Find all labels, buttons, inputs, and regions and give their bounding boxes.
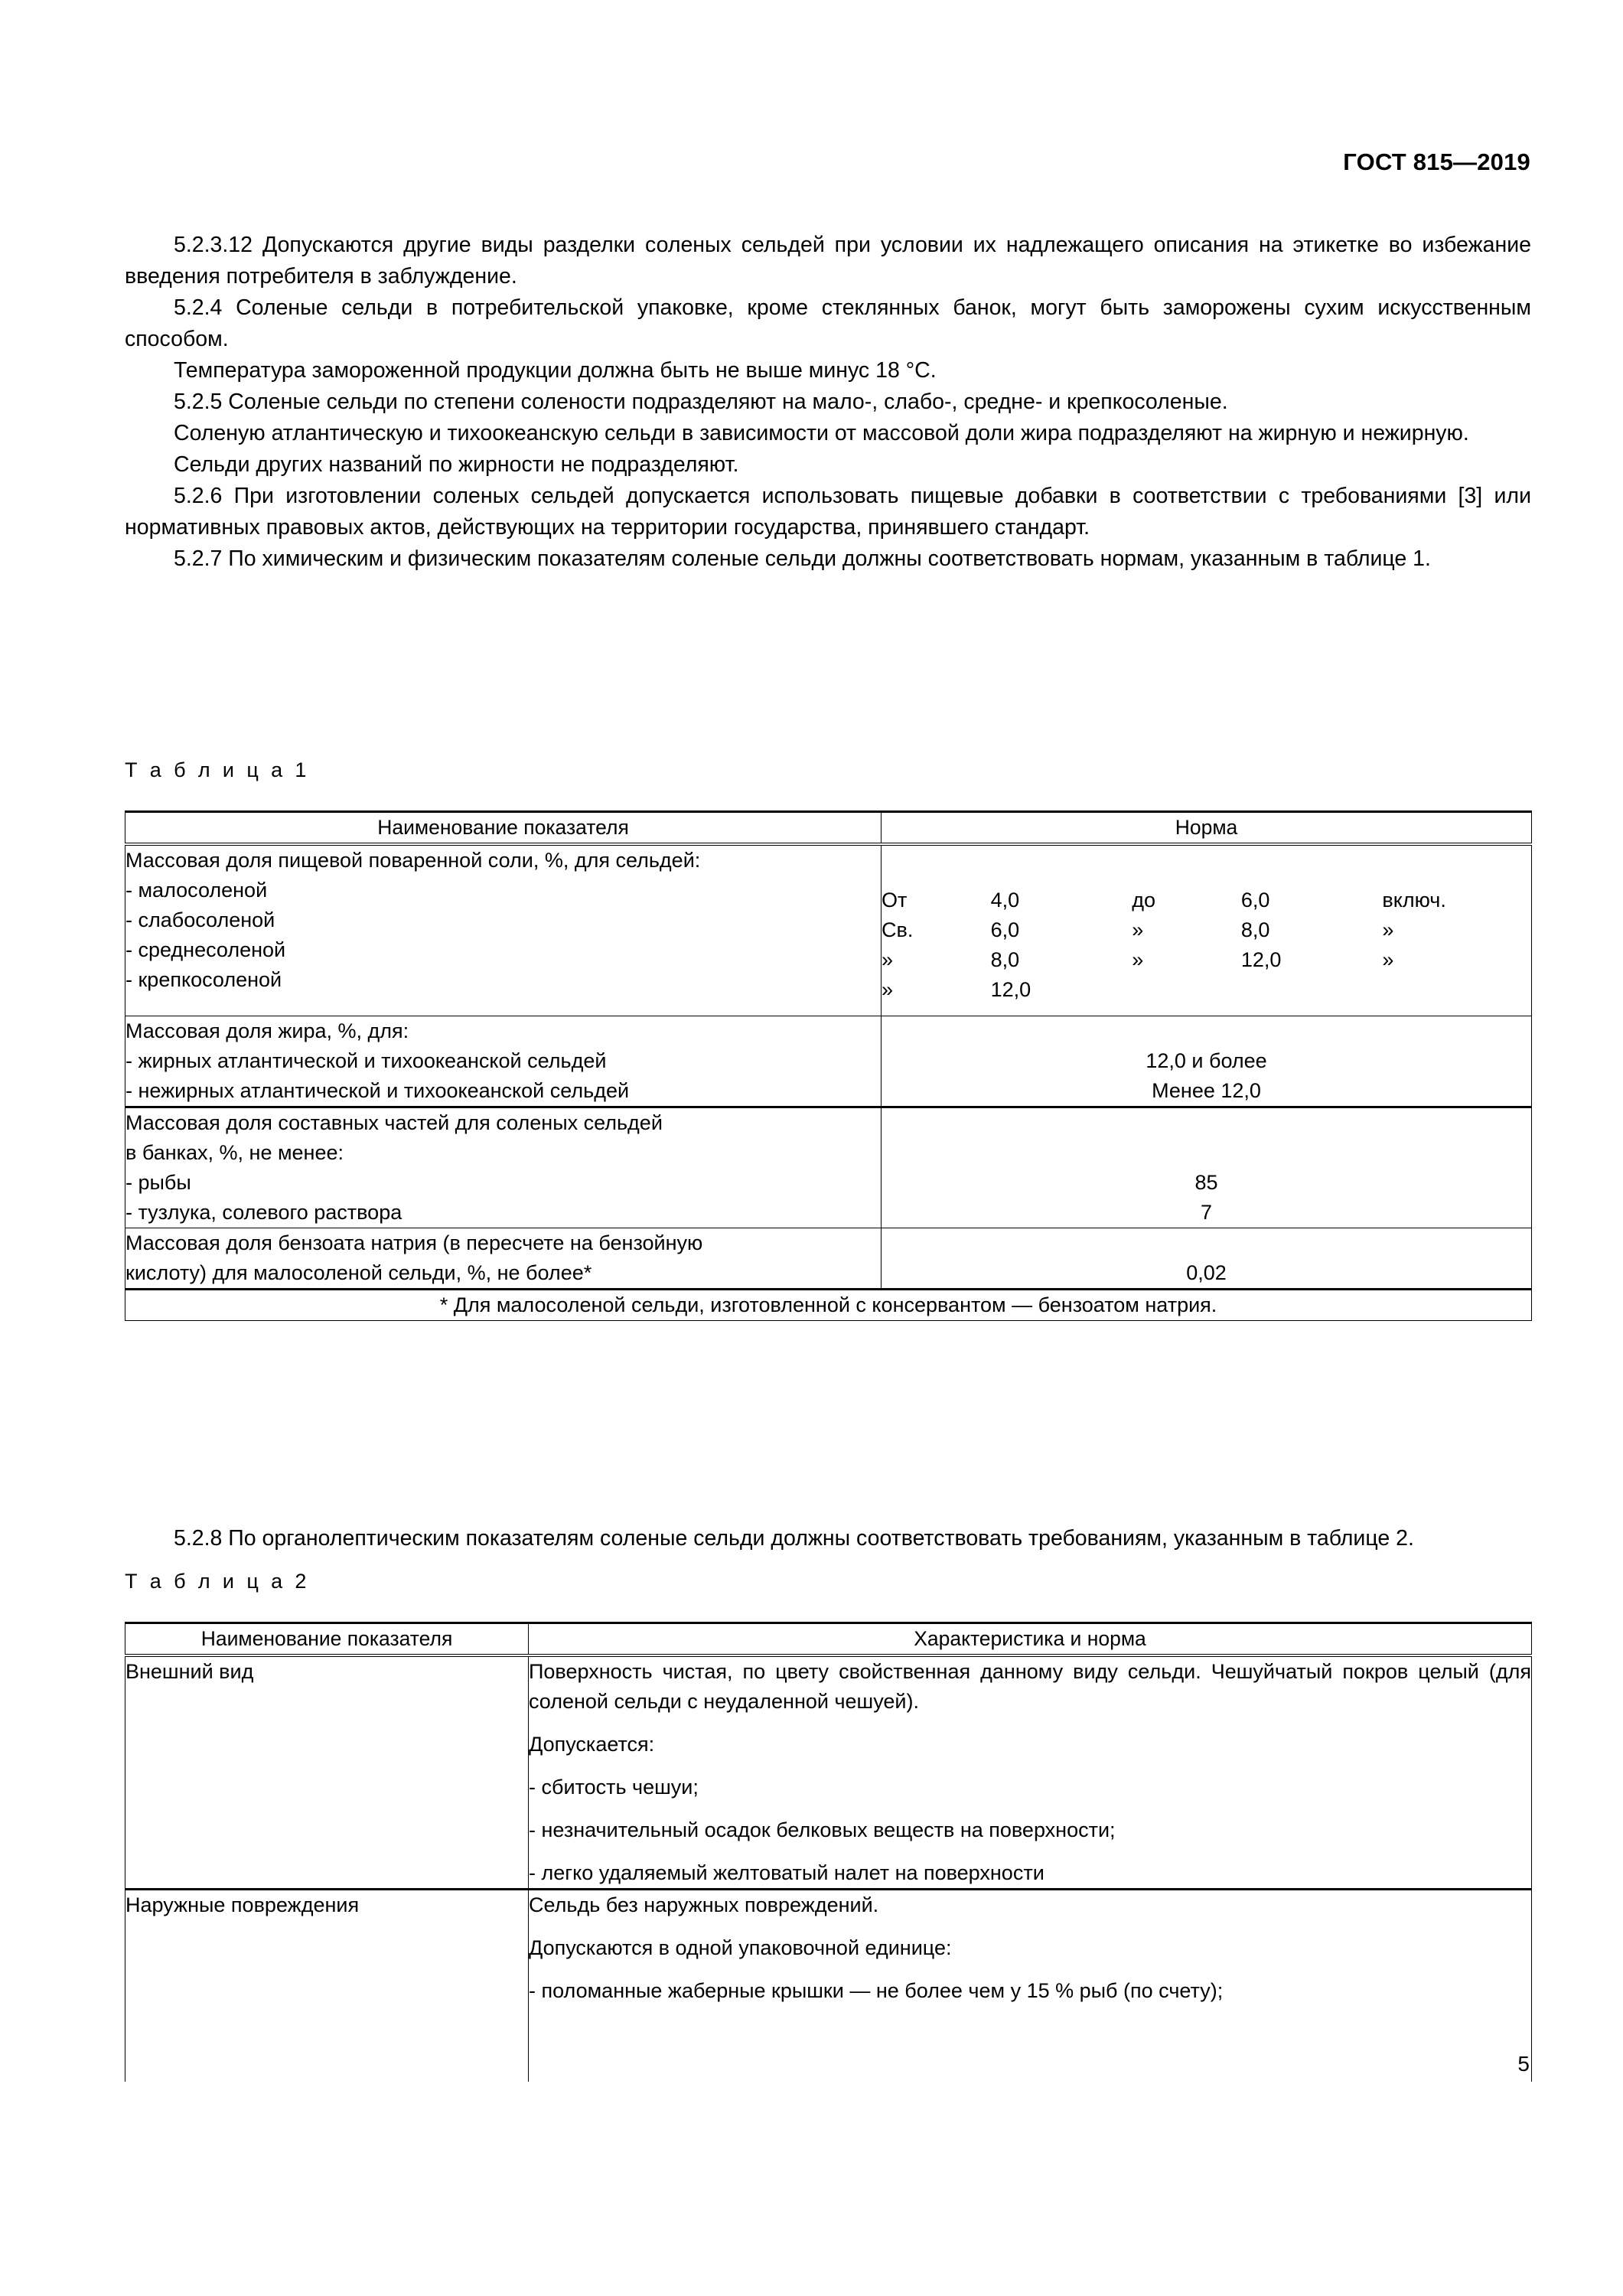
ng-2-1: 6,0 xyxy=(990,918,1020,941)
ng-3-4: » xyxy=(1382,948,1394,971)
table1-caption: Т а б л и ц а 1 xyxy=(125,758,310,781)
table1-r1-line3: - среднесоленой xyxy=(125,938,286,961)
table2-header-row xyxy=(125,1623,1532,1656)
ng-1-4: включ. xyxy=(1382,889,1446,912)
ng-1-0: От xyxy=(882,889,908,912)
table1-header-indicator: Наименование показателя xyxy=(125,812,882,845)
table2-container xyxy=(125,1622,1532,2082)
table2-r2-characteristic xyxy=(529,1890,1532,2082)
table1-r1-line0: Массовая доля пищевой поваренной соли, %, для сельдей: xyxy=(125,849,701,872)
table2-r2-line1: Допускаются в одной упаковочной единице: xyxy=(529,1936,952,1959)
table1-r3-norm2: 85 xyxy=(1194,1171,1218,1194)
paragraph-fat-division: Соленую атлантическую и тихоокеанскую сельди в зависимости от массовой доли жира подразделяют на жирную и нежирную. xyxy=(174,421,1469,445)
table2-r1-line3: - незначительный осадок белковых веществ на поверхности; xyxy=(529,1818,1116,1841)
table1-r4-norm0 xyxy=(882,1228,1531,1258)
table1-r3-norm3: 7 xyxy=(1200,1201,1213,1224)
table2-r2-name: Наружные повреждения xyxy=(125,1890,529,2082)
table1-footnote-row xyxy=(125,1290,1532,1321)
page-number: 5 xyxy=(1517,2052,1530,2076)
paragraph-other-names: Сельди других названий по жирности не подразделяют. xyxy=(174,452,739,477)
table2-r1-line2: - сбитость чешуи; xyxy=(529,1776,699,1799)
table2-r1-name: Внешний вид xyxy=(125,1655,529,1890)
paragraph-5-2-4: 5.2.4 Соленые сельди в потребительской упаковке, кроме стеклянных банок, могут быть заморожены сухим искусственным способом. xyxy=(125,295,1531,351)
table1-r4-norm1: 0,02 xyxy=(1186,1261,1227,1284)
ng-2-0: Св. xyxy=(882,918,914,941)
ng-3-0: » xyxy=(882,948,894,971)
table1-norm-grid xyxy=(882,856,1524,1005)
table1-r4-norm xyxy=(882,1228,1532,1290)
body-text xyxy=(125,230,1531,575)
norm-grid-row xyxy=(882,945,1524,975)
paragraph-5-2-6: 5.2.6 При изготовлении соленых сельдей допускается использовать пищевые добавки в соответствии с требованиями [3] или нормативных правовых актов, действующих на территории государства, принявшего стандарт. xyxy=(125,484,1531,540)
paragraph-5-2-7: 5.2.7 По химическим и физическим показателям соленые сельди должны соответствовать нормам, указанным в таблице 1. xyxy=(174,546,1431,571)
ng-2-2: » xyxy=(1132,918,1144,941)
table-row xyxy=(125,1016,1532,1107)
table2-r1-line4: - легко удаляемый желтоватый налет на поверхности xyxy=(529,1861,1045,1884)
ng-0-4 xyxy=(1382,856,1524,885)
norm-grid-row xyxy=(882,915,1524,945)
ng-0-2 xyxy=(1132,856,1241,885)
ng-3-3: 12,0 xyxy=(1240,948,1282,971)
table1-r1-indicator xyxy=(125,844,882,1016)
table1-r2-norm2: Менее 12,0 xyxy=(1152,1079,1261,1102)
ng-3-1: 8,0 xyxy=(990,948,1020,971)
table1-r1-line1: - малосоленой xyxy=(125,879,268,902)
ng-1-1: 4,0 xyxy=(990,889,1020,912)
table1-r3-indicator xyxy=(125,1107,882,1228)
table1-r2-indicator xyxy=(125,1016,882,1107)
table2-r1-line1: Допускается: xyxy=(529,1733,655,1756)
table2-caption: Т а б л и ц а 2 xyxy=(125,1570,310,1593)
table1-r2-norm1: 12,0 и более xyxy=(1146,1049,1267,1072)
ng-4-4 xyxy=(1382,975,1524,1005)
table-row xyxy=(125,1890,1532,2082)
table1-r3-line1: в банках, %, не менее: xyxy=(125,1141,344,1164)
table1-r2-line1: - жирных атлантической и тихоокеанской сельдей xyxy=(125,1049,607,1072)
table1-footnote: * Для малосоленой сельди, изготовленной с консервантом — бензоатом натрия. xyxy=(125,1290,1532,1321)
norm-grid-row xyxy=(882,975,1524,1005)
ng-0-3 xyxy=(1241,856,1383,885)
table1-header-row xyxy=(125,812,1532,845)
table1-r3-norm xyxy=(882,1107,1532,1228)
ng-1-3: 6,0 xyxy=(1240,889,1270,912)
table1-r2-line0: Массовая доля жира, %, для: xyxy=(125,1019,409,1042)
paragraph-5-2-5: 5.2.5 Соленые сельди по степени солености подразделяют на мало-, слабо-, средне- и крепкосоленые. xyxy=(174,390,1228,414)
table-row xyxy=(125,1107,1532,1228)
table2-header-indicator: Наименование показателя xyxy=(125,1623,529,1656)
table1 xyxy=(125,810,1532,1321)
norm-grid-row xyxy=(882,856,1524,885)
ng-4-3 xyxy=(1241,975,1383,1005)
paragraph-5-2-8-container xyxy=(125,1523,1531,1554)
norm-grid-row xyxy=(882,885,1524,915)
paragraph-5-2-3-12: 5.2.3.12 Допускаются другие виды разделки соленых сельдей при условии их надлежащего описания на этикетке во избежание введения потребителя в заблуждение. xyxy=(125,233,1531,289)
table2-r1-line0: Поверхность чистая, по цвету свойственная данному виду сельди. Чешуйчатый покров целый (для соленой сельди с неудаленной чешуей). xyxy=(529,1660,1531,1713)
ng-0-0 xyxy=(882,856,991,885)
table-row xyxy=(125,1655,1532,1890)
table1-r2-norm0 xyxy=(882,1016,1531,1046)
table1-r3-line0: Массовая доля составных частей для соленых сельдей xyxy=(125,1111,663,1134)
table2-r1-characteristic xyxy=(529,1655,1532,1890)
table1-header-norm: Норма xyxy=(882,812,1532,845)
table1-r4-line0: Массовая доля бензоата натрия (в пересчете на бензойную xyxy=(125,1231,703,1254)
table1-r4-line1: кислоту) для малосоленой сельди, %, не более* xyxy=(125,1261,592,1284)
table2-header-characteristic: Характеристика и норма xyxy=(529,1623,1532,1656)
ng-4-1: 12,0 xyxy=(990,978,1031,1001)
table2-r2-line0: Сельдь без наружных повреждений. xyxy=(529,1893,879,1916)
document-header: ГОСТ 815—2019 xyxy=(1343,148,1530,175)
table2 xyxy=(125,1622,1532,2082)
ng-4-0: » xyxy=(882,978,894,1001)
table1-r2-line2: - нежирных атлантической и тихоокеанской сельдей xyxy=(125,1079,630,1102)
ng-2-4: » xyxy=(1382,918,1394,941)
table-row xyxy=(125,1228,1532,1290)
table1-r3-line3: - тузлука, солевого раствора xyxy=(125,1201,402,1224)
table1-r1-line4: - крепкосоленой xyxy=(125,968,282,991)
table1-r1-line2: - слабосоленой xyxy=(125,908,275,931)
table2-r2-line2: - поломанные жаберные крышки — не более чем у 15 % рыб (по счету); xyxy=(529,1979,1224,2002)
ng-4-2 xyxy=(1132,975,1241,1005)
table1-container xyxy=(125,810,1532,1321)
ng-3-2: » xyxy=(1132,948,1144,971)
table1-r3-norm0 xyxy=(882,1108,1531,1138)
ng-1-2: до xyxy=(1132,889,1155,912)
table1-r2-norm xyxy=(882,1016,1532,1107)
table1-r1-norm xyxy=(882,844,1532,1016)
ng-0-1 xyxy=(991,856,1133,885)
table1-r3-line2: - рыбы xyxy=(125,1171,191,1194)
table1-r3-norm1 xyxy=(882,1138,1531,1168)
table-row xyxy=(125,844,1532,1016)
paragraph-temperature: Температура замороженной продукции должна быть не выше минус 18 °C. xyxy=(174,358,937,383)
table1-r4-indicator xyxy=(125,1228,882,1290)
paragraph-5-2-8: 5.2.8 По органолептическим показателям соленые сельди должны соответствовать требованиям, указанным в таблице 2. xyxy=(174,1526,1414,1551)
ng-2-3: 8,0 xyxy=(1240,918,1270,941)
